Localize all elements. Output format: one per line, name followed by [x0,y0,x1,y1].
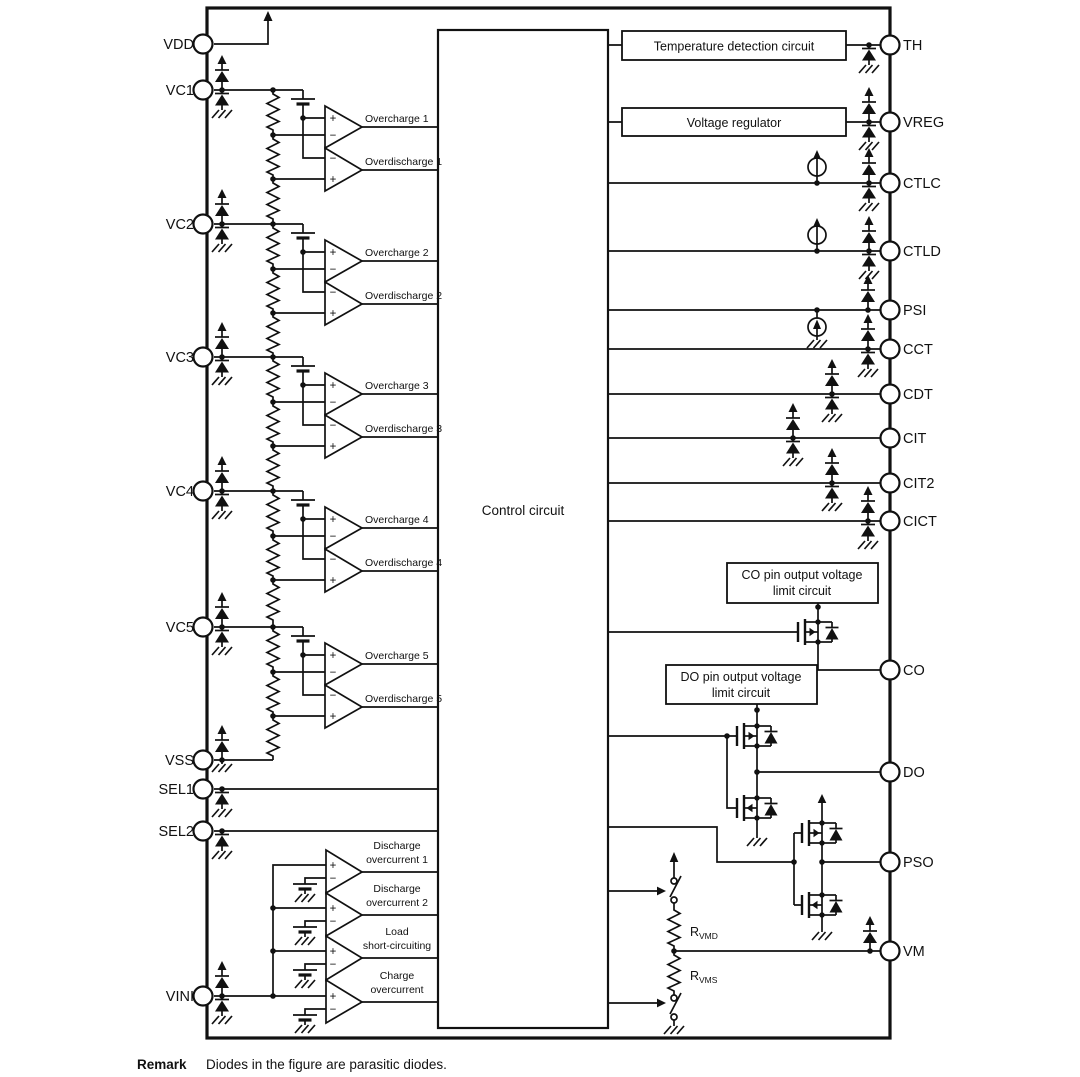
svg-text:−: − [329,531,337,543]
switch-contact-icon [671,897,677,903]
resistor-rvms-icon [668,951,680,995]
svg-text:−: − [329,667,337,679]
svg-text:+: + [329,903,337,915]
diode-up-icon [825,448,839,483]
pin-label-vc4: VC4 [165,484,194,500]
mosfet-icon [737,714,778,758]
comparator-load-short-circuiting [326,936,362,980]
diode-up-icon [215,592,229,627]
svg-text:−: − [329,397,337,409]
divider-resistors [267,90,279,760]
svg-text:+: + [329,860,337,872]
svg-text:−: − [329,420,337,432]
diode-down-icon [783,438,803,466]
svg-text:+: + [329,380,337,392]
diode-up-icon [862,148,876,183]
rvmd-label: R [690,925,700,939]
pin-label-cit2: CIT2 [903,476,935,492]
svg-text:−: − [329,264,337,276]
svg-text:−: − [329,1004,337,1016]
diode-down-icon [212,789,232,817]
diode-up-icon [861,314,875,349]
mosfet-icon [737,786,778,830]
svg-text:+: + [329,991,337,1003]
resistor-icon [267,446,279,490]
ground-icon [295,980,315,988]
pin-do [881,763,900,782]
pin-cict [881,512,900,531]
diode-down-icon [212,90,232,118]
pin-vss [194,751,213,770]
co-limit-block [727,563,878,603]
pin-label-vc5: VC5 [165,620,194,636]
svg-text:+: + [329,711,337,723]
pin-label-vss: VSS [164,753,194,769]
svg-text:+: + [329,946,337,958]
svg-text:+: + [329,113,337,125]
pin-label-ctlc: CTLC [903,176,941,192]
resistor-icon [267,536,279,580]
resistor-icon [267,357,279,401]
pin-sel2 [194,822,213,841]
cell-comparators [325,106,362,728]
overcharge-2-label: Overcharge 2 [365,247,429,259]
svg-text:−: − [329,690,337,702]
discharge-overcurrent-1-label-1: Discharge [373,840,421,852]
pin-vc5 [194,618,213,637]
svg-text:−: − [329,959,337,971]
resistor-icon [267,491,279,535]
pin-label-co: CO [903,663,925,679]
pin-label-th: TH [903,38,923,54]
remark [137,1057,447,1072]
diode-up-icon [215,961,229,996]
ground-icon [295,1025,315,1033]
svg-text:−: − [329,153,337,165]
diode-down-icon [212,491,232,519]
svg-text:+: + [329,308,337,320]
pin-th [881,36,900,55]
ground-icon [295,937,315,945]
diode-up-icon [215,725,229,760]
left-pin-diodes [212,55,232,1024]
diode-down-icon [212,627,232,655]
control-circuit-block [438,30,608,1028]
rvmd-sub-label: VMD [699,931,718,941]
resistor-icon [267,627,279,671]
battery-icon [291,500,315,505]
pin-vm [881,942,900,961]
pin-label-cdt: CDT [903,387,933,403]
current-source-icon [808,218,826,251]
switch1-control-arrow-icon [657,887,666,896]
overdischarge-3-label: Overdischarge 3 [365,423,443,435]
resistor-rvmd-icon [668,906,680,950]
pin-label-pso: PSO [903,855,934,871]
do-limit-label-1: DO pin output voltage [680,670,802,684]
pin-ctld [881,242,900,261]
diode-up-icon [862,216,876,251]
pin-vini [194,987,213,1006]
resistor-labels [690,925,718,985]
remark-text: Diodes in the figure are parasitic diodes. [206,1057,447,1072]
battery-icon [291,366,315,371]
discharge-overcurrent-1-label-2: overcurrent 1 [366,854,428,866]
overdischarge-1-label: Overdischarge 1 [365,156,443,168]
pso-vdd-arrow-icon [818,794,827,803]
battery-icon [293,884,317,889]
diode-up-icon [862,87,876,122]
resistor-icon [267,580,279,624]
battery-icon [293,927,317,932]
resistor-icon [267,224,279,268]
overcharge-4-label: Overcharge 4 [365,514,429,526]
svg-text:−: − [329,873,337,885]
resistor-icon [267,402,279,446]
svg-text:+: + [329,247,337,259]
resistor-icon [267,672,279,716]
charge-overcurrent-label-1: Charge [379,970,415,982]
pin-co [881,661,900,680]
diode-down-icon [859,122,879,150]
ground-icon [664,1026,684,1034]
svg-text:+: + [329,575,337,587]
svg-text:−: − [329,554,337,566]
battery-icon [291,233,315,238]
co-output-stage [798,610,839,654]
battery-icon [293,970,317,975]
pin-label-vc1: VC1 [165,83,194,99]
diode-up-icon [215,55,229,90]
diode-up-icon [861,486,875,521]
pin-vreg [881,113,900,132]
overcharge-5-label: Overcharge 5 [365,650,429,662]
pin-cct [881,340,900,359]
load-short-circuiting-label-2: short-circuiting [362,940,432,952]
pin-cit [881,429,900,448]
pin-label-sel1: SEL1 [158,782,194,798]
ground-icon [812,932,832,940]
switch2-control-arrow-icon [657,999,666,1008]
overdischarge-5-label: Overdischarge 5 [365,693,443,705]
svg-text:−: − [329,130,337,142]
diode-up-icon [215,456,229,491]
diode-up-icon [215,322,229,357]
pin-ctlc [881,174,900,193]
pin-label-sel2: SEL2 [158,824,194,840]
current-source-icon [807,310,827,348]
pin-label-vdd: VDD [163,37,194,53]
mosfet-icon [802,883,843,927]
pin-label-psi: PSI [903,303,927,319]
resistor-icon [267,716,279,760]
pin-label-vreg: VREG [903,115,945,131]
vm-sense-network [664,878,684,1034]
resistor-icon [267,313,279,357]
switch-contact-icon [671,878,677,884]
comparator-signs [330,113,337,1016]
pin-label-vc3: VC3 [165,350,194,366]
right-pin-diodes [783,45,879,951]
switch1-vdd-arrow-icon [670,852,679,862]
pin-pso [881,853,900,872]
battery-icon [293,1015,317,1020]
ground-icon [212,764,232,772]
pin-label-vm: VM [903,944,925,960]
pin-label-vc2: VC2 [165,217,194,233]
resistor-icon [267,90,279,134]
overdischarge-4-label: Overdischarge 4 [365,557,443,569]
co-limit-label-2: limit circuit [772,584,832,598]
mosfet-icon [798,610,839,654]
diode-up-icon [215,189,229,224]
overdischarge-2-label: Overdischarge 2 [365,290,443,302]
comparator-labels [363,113,442,996]
do-limit-block [666,665,817,704]
diode-down-icon [212,996,232,1024]
load-short-circuiting-label-1: Load [385,926,409,938]
ground-icon [747,838,767,846]
temperature-detection-label: Temperature detection circuit [653,39,815,54]
diode-up-icon [786,403,800,438]
pin-sel1 [194,780,213,799]
svg-text:−: − [329,287,337,299]
pin-vc3 [194,348,213,367]
overcharge-1-label: Overcharge 1 [365,113,429,125]
pin-cit2 [881,474,900,493]
overcharge-3-label: Overcharge 3 [365,380,429,392]
diode-down-icon [212,831,232,859]
resistor-icon [267,135,279,179]
voltage-regulator-block [622,108,846,136]
diode-down-icon [859,45,879,73]
svg-text:+: + [329,514,337,526]
pin-label-do: DO [903,765,925,781]
svg-text:−: − [329,916,337,928]
control-circuit-label: Control circuit [481,503,565,518]
pin-vc4 [194,482,213,501]
ground-icon [295,894,315,902]
switch-contact-icon [671,995,677,1001]
discharge-overcurrent-2-label-1: Discharge [373,883,421,895]
battery-icon [291,636,315,641]
diode-down-icon [858,521,878,549]
do-limit-label-2: limit circuit [711,686,771,700]
mosfet-icon [802,811,843,855]
diode-down-icon [858,349,878,377]
diode-up-icon [861,275,875,310]
vdd-arrow-icon [264,11,273,21]
diode-down-icon [822,483,842,511]
diode-up-icon [825,359,839,394]
battery-icon [291,99,315,104]
diode-down-icon [822,394,842,422]
co-limit-label-1: CO pin output voltage [741,568,863,582]
pin-label-ctld: CTLD [903,244,941,260]
discharge-overcurrent-2-label-2: overcurrent 2 [366,897,428,909]
pin-label-vini: VINI [165,989,194,1005]
rvms-sub-label: VMS [699,975,718,985]
pin-vc2 [194,215,213,234]
voltage-regulator-label: Voltage regulator [686,116,782,130]
switch-contact-icon [671,1014,677,1020]
diode-down-icon [212,357,232,385]
pin-vdd [194,35,213,54]
diode-down-icon [859,251,879,279]
pin-label-cit: CIT [903,431,927,447]
pin-label-cict: CICT [903,514,937,530]
rvms-label: R [690,969,700,983]
svg-text:+: + [329,650,337,662]
temperature-detection-block [622,31,846,60]
pin-psi [881,301,900,320]
resistor-icon [267,179,279,223]
resistor-icon [267,269,279,313]
pin-cdt [881,385,900,404]
svg-text:+: + [329,441,337,453]
remark-label: Remark [137,1057,187,1072]
diode-down-icon [212,224,232,252]
charge-overcurrent-label-2: overcurrent [370,984,424,996]
current-source-icon [808,150,826,183]
diode-up-icon [863,916,877,951]
diode-down-icon [859,183,879,211]
svg-text:+: + [329,174,337,186]
pin-vc1 [194,81,213,100]
pin-label-cct: CCT [903,342,933,358]
